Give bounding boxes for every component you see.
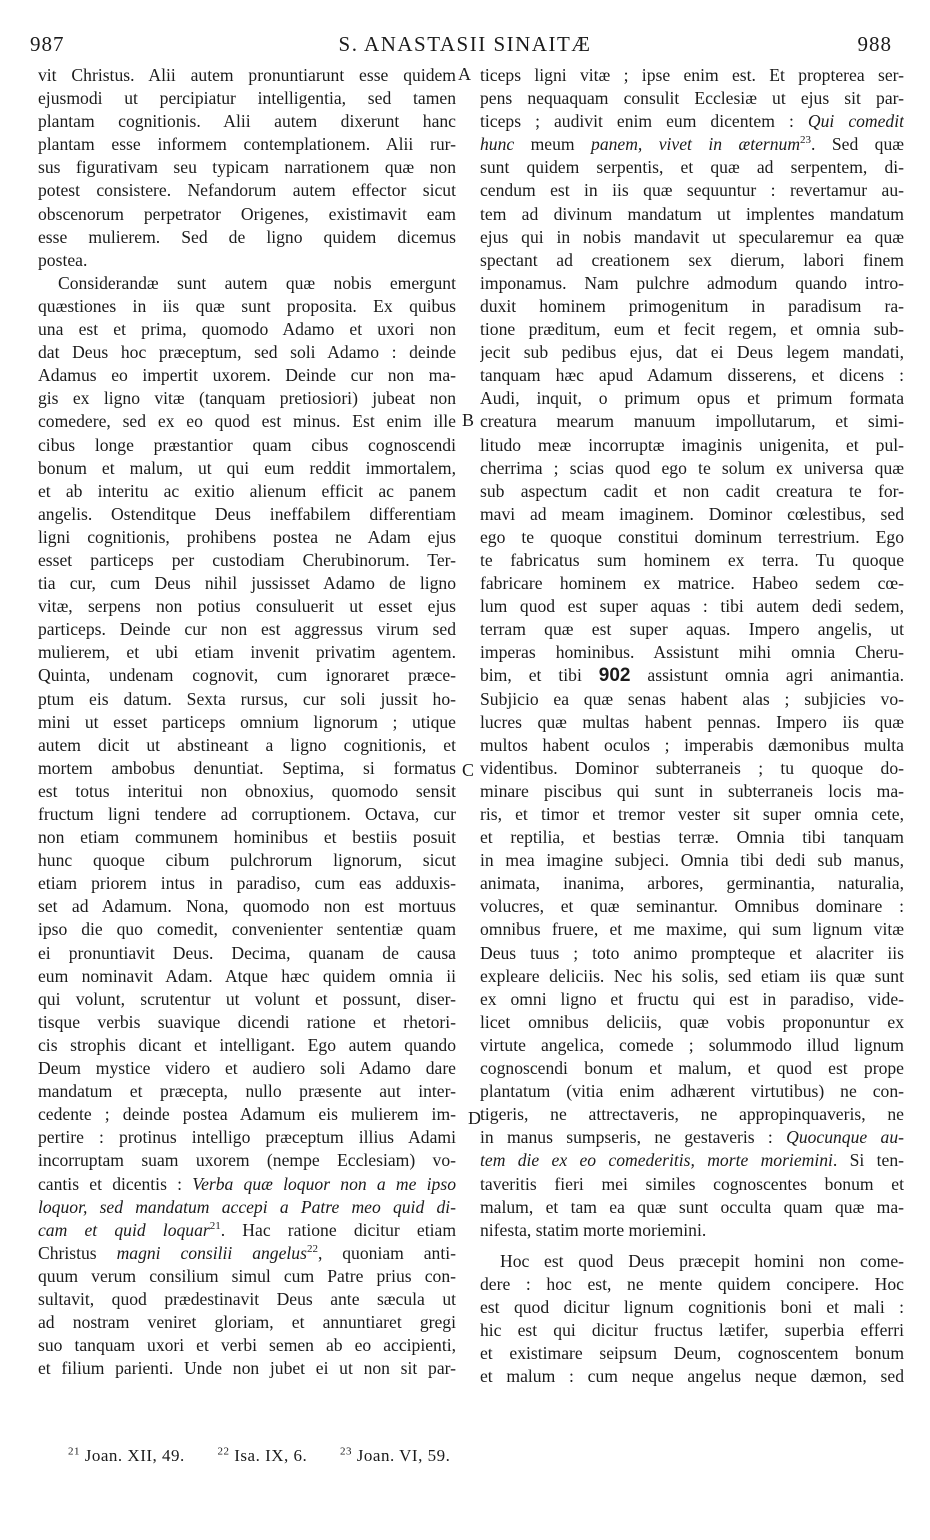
text-line <box>38 1011 456 1034</box>
text-run: litudo meæ incorruptæ imaginis unigenita, et pul- <box>480 434 904 455</box>
text-run: cherrima ; scias quod ego te solum ex universa quæ <box>480 457 904 478</box>
text-line <box>38 757 456 780</box>
text-line <box>38 249 456 272</box>
text-line <box>480 1342 904 1365</box>
text-run: esset particeps per custodiam Cherubinorum. Ter- <box>38 549 456 570</box>
text-run: hunc quoque cibum pulchrorum lignorum, sicut <box>38 850 456 871</box>
text-line <box>38 295 456 318</box>
text-line <box>38 156 456 179</box>
text-line <box>480 872 904 895</box>
text-line <box>38 688 456 711</box>
text-run: minare piscibus qui sunt in subterraneis locis ma- <box>480 780 904 801</box>
text-line <box>38 803 456 826</box>
text-run: mulierem, et ubi etiam invenit privatim agentem. <box>38 642 456 663</box>
text-run: vit Christus. Alii autem pronuntiarunt esse quidem <box>38 65 456 85</box>
text-line <box>38 872 456 895</box>
text-line <box>38 780 456 803</box>
text-line <box>480 480 904 503</box>
text-line <box>480 549 904 572</box>
text-run: spectant ad creationem sex dierum, labori finem <box>480 249 904 270</box>
text-line <box>480 1126 904 1149</box>
text-line <box>480 826 904 849</box>
text-line <box>38 965 456 988</box>
text-line <box>480 249 904 272</box>
text-run: cedente ; deinde postea Adamum eis mulierem im- <box>38 1104 456 1125</box>
text-line <box>480 1250 904 1273</box>
right-column <box>480 64 904 1388</box>
text-run: Hoc est quod Deus præcepit homini non come- <box>500 1250 904 1271</box>
text-run: cibus longe præstantior quam cibus cognoscendi <box>38 434 456 455</box>
text-run: licet omnibus deliciis, quæ vobis proponuntur ex <box>480 1011 904 1032</box>
text-line <box>480 988 904 1011</box>
footnote-ref: 23 <box>800 134 812 147</box>
text-run: omnibus fruere, et me maxime, qui sum lignum vitæ <box>480 919 904 940</box>
text-run: vitæ, serpens non potius consuluerit ut esset ejus <box>38 596 456 617</box>
text-line <box>480 1296 904 1319</box>
text-line <box>480 1173 904 1196</box>
text-line <box>480 711 904 734</box>
text-run: eum nominavit Adam. Atque hæc quidem omnia ii <box>38 965 456 986</box>
text-run: volucres, et quæ seminantur. Omnibus dominare : <box>480 896 904 917</box>
text-line <box>38 1080 456 1103</box>
text-line <box>480 64 904 87</box>
text-line <box>480 156 904 179</box>
text-line <box>38 711 456 734</box>
text-line <box>38 572 456 595</box>
text-run: ticeps ligni vitæ ; ipse enim est. Et propterea ser- <box>480 65 904 85</box>
text-run: Deum mystice videro et audiero soli Adamo dare <box>38 1058 456 1079</box>
text-run: mavi ad meam imaginem. Dominor cœlestibus, sed <box>480 503 904 524</box>
text-run: sultavit, quod prædestinavit Deus ante sæcula ut <box>38 1288 456 1309</box>
text-run: est totus interitui non obnoxius, quomodo sensit <box>38 780 456 801</box>
text-line <box>38 1357 456 1380</box>
text-run: fabricare hominem ex matrice. Habeo sedem cœ- <box>480 573 904 594</box>
text-line <box>38 226 456 249</box>
text-run: Christus <box>38 1242 117 1263</box>
footnote-ref: 21 <box>209 1219 221 1232</box>
text-run: sus figurativam seu typicam narrationem quæ non <box>38 157 456 178</box>
text-run: multos habent oculos ; imperabis dæmonibus multa <box>480 734 904 755</box>
text-run: mortem ambobus denuntiat. Septima, si formatus <box>38 757 456 778</box>
text-run: et ab interitu ac exitio alienum efficit ac panem <box>38 480 456 501</box>
text-run: comedere, sed ex eo quod est minus. Est enim ille <box>38 411 456 432</box>
text-line <box>480 1103 904 1126</box>
text-run: ex omni ligno et fructu qui est in paradiso, vide- <box>480 988 904 1009</box>
text-run: . Hac ratione dicitur etiam <box>220 1219 456 1240</box>
text-run: meum <box>514 134 592 155</box>
text-line <box>38 318 456 341</box>
text-run: et malum : cum neque angelus neque dæmon, sed <box>480 1366 904 1387</box>
text-line <box>480 1080 904 1103</box>
margin-letter-d: D <box>468 1108 481 1128</box>
text-run: ticeps ; audivit enim eum dicentem : <box>480 111 808 132</box>
text-run: Adamus eo impertit uxorem. Deinde cur non ma- <box>38 365 456 386</box>
text-run: tem die ex eo comederitis, morte moriemini <box>480 1150 833 1171</box>
text-run: plantatum (vitia enim adhærent virtutibus) ne con- <box>480 1081 904 1102</box>
text-run: Qui comedit <box>807 111 904 132</box>
text-line <box>38 618 456 641</box>
text-run: imperas hominibus. Assistunt mihi omnia Cheru- <box>480 642 904 663</box>
text-run: cognoscendi bonum et malum, et quod est prope <box>480 1058 904 1079</box>
text-run: ego te quoque constitui dominum terrestrium. Ego <box>480 526 904 547</box>
text-run: et reptilia, et bestias terræ. Omnia tibi tanquam <box>480 827 904 848</box>
text-run: qui volunt, scrutentur ut volunt et possunt, diser- <box>38 988 456 1009</box>
text-line <box>38 364 456 387</box>
text-run: esse mulierem. Sed de ligno quidem dicemus <box>38 226 456 247</box>
text-run: tisque verbis suavique dicendi ratione et rhetori- <box>38 1011 456 1032</box>
text-line <box>480 457 904 480</box>
text-line <box>38 272 456 295</box>
margin-letter-b: B <box>462 410 475 430</box>
text-line <box>38 849 456 872</box>
text-line <box>480 780 904 803</box>
footnote: $^{21}$ Joan. XII, 49. <box>68 1445 185 1465</box>
text-line <box>480 1057 904 1080</box>
text-run: dat Deus hoc præceptum, sed soli Adamo : deinde <box>38 342 456 363</box>
text-line <box>38 734 456 757</box>
text-run: cam et quid loquar <box>38 1219 210 1240</box>
text-line <box>38 1126 456 1149</box>
left-column <box>38 64 456 1380</box>
text-run: videntibus. Dominor subterraneis ; tu quoque do- <box>480 757 904 778</box>
text-line <box>480 918 904 941</box>
text-run: Verba quæ loquor non a me ipso <box>192 1173 456 1194</box>
text-line <box>38 664 456 687</box>
text-line <box>38 549 456 572</box>
text-run: cis strophis dicant et intelligant. Ego autem quando <box>38 1034 456 1055</box>
text-run: tia cur, cum Deus nihil jussisset Adamo de ligno <box>38 573 456 594</box>
text-run: magni consilii angelus <box>116 1242 307 1263</box>
text-line <box>480 1034 904 1057</box>
text-run: imponamus. Nam pulchre admodum quando intro- <box>480 272 904 293</box>
text-run: angelis. Ostenditque Deus ineffabilem differentiam <box>38 503 456 524</box>
text-line <box>38 110 456 133</box>
text-run: obscenorum perpetrator Origenes, existimavit eam <box>38 203 456 224</box>
text-run: ei pronuntiavit Deus. Decima, quanam de causa <box>38 942 456 963</box>
text-line <box>480 1219 904 1242</box>
text-line <box>38 1219 456 1242</box>
text-run: tione præditum, eum et fecit regem, et omnia sub- <box>480 319 904 340</box>
text-line <box>480 364 904 387</box>
margin-letter-c: C <box>462 760 475 780</box>
text-line <box>480 410 904 433</box>
left-page-number: 987 <box>30 32 65 56</box>
text-line <box>38 1173 456 1196</box>
text-line <box>480 272 904 295</box>
text-run: Quinta, undenam cognovit, cum ignoraret præce- <box>38 665 456 686</box>
text-run: in manus sumpseris, ne gestaveris : <box>480 1127 787 1148</box>
text-line <box>480 318 904 341</box>
text-line <box>38 1149 456 1172</box>
footnotes <box>68 1446 478 1466</box>
text-line <box>480 387 904 410</box>
text-run: cendum est in iis quæ sequuntur : revertamur au- <box>480 180 904 201</box>
text-line <box>38 87 456 110</box>
text-run: una est et prima, quomodo Adamo et uxori non <box>38 319 456 340</box>
text-run: expleare deliciis. Nec his solis, sed etiam iis quæ sunt <box>480 965 904 986</box>
text-run: Deus tuus ; toto animo prompteque et alacriter iis <box>480 942 904 963</box>
text-line <box>480 295 904 318</box>
text-run: sub aspectum cadit et non cadit creatura te for- <box>480 480 904 501</box>
text-run: autem dicit ut abstineant a ligno cognitionis, et <box>38 734 456 755</box>
text-run: lum quod est super aquas : tibi autem dedi sedem, <box>480 596 904 617</box>
text-line <box>38 918 456 941</box>
text-run: ad nostram veniret gloriam, et annuntiaret gregi <box>38 1312 456 1333</box>
page-header <box>0 32 930 62</box>
text-line <box>38 526 456 549</box>
text-run: non etiam communem hominibus et bestiis posuit <box>38 827 456 848</box>
text-line <box>480 757 904 780</box>
text-line <box>480 503 904 526</box>
text-line <box>480 688 904 711</box>
text-line <box>38 1196 456 1219</box>
text-line <box>480 641 904 664</box>
text-run: bim, et tibi <box>480 665 599 686</box>
text-run: ligni cognitionis, prohibens postea ne Adam ejus <box>38 526 456 547</box>
text-line <box>480 341 904 364</box>
footnote: $^{23}$ Joan. VI, 59. <box>340 1445 451 1465</box>
text-line <box>480 1196 904 1219</box>
text-run: gis ex ligno vitæ (tanquam pretiosiori) jubeat non <box>38 388 456 409</box>
text-line <box>38 457 456 480</box>
text-line <box>480 110 904 133</box>
text-line <box>480 203 904 226</box>
text-run: loquor, sed mandatum accepi a Patre meo quid di- <box>38 1196 456 1217</box>
text-line <box>480 734 904 757</box>
text-run: quum verum consilium simul cum Patre prius con- <box>38 1265 456 1286</box>
running-title: S. ANASTASII SINAITÆ <box>338 32 592 56</box>
text-line <box>480 664 904 687</box>
text-run: pertire : protinus intelligo præceptum illius Adami <box>38 1127 456 1148</box>
text-run: Audi, inquit, o primum opus et primum formata <box>480 388 904 409</box>
text-line <box>480 1011 904 1034</box>
text-run: duxit hominem primogenitum in paradisum ra- <box>480 295 904 316</box>
text-run: in mea imagine subjeci. Omnia tibi dedi sub manus, <box>480 850 904 871</box>
text-run: ejus qui in nobis mandavit ut specularemur ea quæ <box>480 226 904 247</box>
text-run: , quoniam anti- <box>317 1242 456 1263</box>
text-run: fructum ligni tendere ad corruptionem. Octava, cur <box>38 804 456 824</box>
margin-letter-a: A <box>458 64 471 84</box>
text-run: plantam cognitionis. Alii autem dixerunt hanc <box>38 111 456 132</box>
text-run: incorruptam suam uxorem (nempe Ecclesiam) vo- <box>38 1150 456 1171</box>
text-run: creatura mearum manuum impollutarum, et simi- <box>480 411 904 432</box>
text-run: malum, et tam ea quæ sunt occulta quam quæ ma- <box>480 1196 904 1217</box>
text-line <box>38 410 456 433</box>
text-run: jecit sub pedibus ejus, dat ei Deus legem mandati, <box>480 342 904 363</box>
text-line <box>38 434 456 457</box>
text-line <box>480 595 904 618</box>
text-run: pens nequaquam consulit Ecclesiæ ut ejus sit par- <box>480 88 904 109</box>
text-run: panem, vivet in æternum <box>591 134 801 155</box>
text-run: . Si ten- <box>832 1150 904 1171</box>
text-run: Considerandæ sunt autem quæ nobis emergunt <box>58 272 456 293</box>
text-run: ris, et timor et tremor vester sit super omnia cete, <box>480 804 904 824</box>
text-run: sunt quidem serpentis, et quæ ad serpentem, di- <box>480 157 904 178</box>
text-run: et filium parienti. Unde non jubet ei ut non sit par- <box>38 1358 456 1379</box>
text-run: mini ut esset particeps omnium lignorum ; utique <box>38 711 456 732</box>
text-run: Quocunque au- <box>786 1127 904 1148</box>
text-run: plantam esse informem contemplationem. Alii rur- <box>38 134 456 155</box>
text-line <box>480 1365 904 1388</box>
text-line <box>38 942 456 965</box>
column-number: 902 <box>598 665 631 687</box>
footnote-ref: 22 <box>306 1242 318 1255</box>
text-run: etiam priorem intus in paradiso, cum eas adduxis- <box>38 873 456 894</box>
text-line <box>38 1334 456 1357</box>
text-run: set ad Adamum. Nona, quomodo non est mortuus <box>38 896 456 917</box>
text-line <box>38 64 456 87</box>
text-line <box>38 133 456 156</box>
footnote: $^{22}$ Isa. IX, 6. <box>217 1445 308 1465</box>
text-line <box>38 641 456 664</box>
text-line <box>38 1103 456 1126</box>
text-run: particeps. Deinde cur non est aggressus virum sed <box>38 619 456 640</box>
text-run: nifesta, statim morte moriemini. <box>480 1219 707 1240</box>
text-line <box>480 618 904 641</box>
text-run: potest consistere. Nefandorum autem effector sicut <box>38 180 456 201</box>
text-line <box>38 480 456 503</box>
text-run: tem ad divinum mandatum ut implentes mandatum <box>480 203 904 224</box>
text-line <box>38 387 456 410</box>
text-line <box>38 503 456 526</box>
text-line <box>38 1057 456 1080</box>
text-run: suo tanquam uxori et verbi semen ab eo accipienti, <box>38 1335 456 1356</box>
text-line <box>38 1311 456 1334</box>
text-line <box>480 965 904 988</box>
text-run: et existimare seipsum Deum, cognoscentem bonum <box>480 1343 904 1364</box>
text-run: hic est qui dicitur fructus lætifer, superbia efferri <box>480 1320 904 1341</box>
text-line <box>480 133 904 156</box>
text-run: dere : hoc est, ne mente quidem concipere. Hoc <box>480 1273 904 1294</box>
text-line <box>480 526 904 549</box>
text-line <box>38 1034 456 1057</box>
text-run: mandatum et præcepta, nullo præsente aut inter- <box>38 1081 456 1102</box>
text-line <box>480 1319 904 1342</box>
text-run: quæstiones in iis quæ sunt proposita. Ex quibus <box>38 295 456 316</box>
text-line <box>38 1288 456 1311</box>
text-line <box>38 179 456 202</box>
text-line <box>480 434 904 457</box>
text-run: bonum et malum, ut qui eum reddit immortalem, <box>38 457 456 478</box>
text-line <box>480 87 904 110</box>
text-run: ipso die quo comedit, convenienter sententiæ quam <box>38 919 456 940</box>
text-run: terram quæ est super aquas. Impero angelis, ut <box>480 619 904 640</box>
text-line <box>38 595 456 618</box>
text-line <box>480 849 904 872</box>
text-line <box>38 988 456 1011</box>
text-line <box>480 226 904 249</box>
text-run: lucres quæ multas habent pennas. Impero iis quæ <box>480 711 904 732</box>
text-run: virtute angelica, comede ; solummodo illud lignum <box>480 1034 904 1055</box>
text-line <box>38 341 456 364</box>
text-line <box>480 1149 904 1172</box>
text-run: ejusmodi ut percipiatur intelligentia, sed tamen <box>38 88 456 109</box>
text-line <box>38 203 456 226</box>
text-run: tigeris, ne attrectaveris, ne appropinquaveris, ne <box>480 1104 904 1125</box>
text-line <box>38 1265 456 1288</box>
text-run: assistunt omnia agri animantia. <box>630 665 904 686</box>
text-run: hunc <box>480 134 515 155</box>
text-run: postea. <box>38 249 88 270</box>
right-page-number: 988 <box>857 32 892 56</box>
text-run: animata, inanima, arbores, germinantia, naturalia, <box>480 873 904 894</box>
text-line <box>38 895 456 918</box>
text-line <box>38 1242 456 1265</box>
text-line <box>38 826 456 849</box>
text-line <box>480 572 904 595</box>
text-run: te fabricatus sum hominem ex terra. Tu quoque <box>480 549 904 570</box>
text-line <box>480 942 904 965</box>
text-run: taveritis fieri mei similes cognoscentes bonum et <box>480 1173 904 1194</box>
text-run: tanquam hæc apud Adamum disserens, et dicens : <box>480 365 904 386</box>
text-run: cantis et dicentis : <box>38 1173 193 1194</box>
text-run: . Sed quæ <box>811 134 904 155</box>
text-line <box>480 179 904 202</box>
text-run: Subjicio ea quæ senas habent alas ; subjicies vo- <box>480 688 904 709</box>
text-line <box>480 895 904 918</box>
text-line <box>480 1273 904 1296</box>
text-run: est quod dicitur lignum cognitionis boni et mali : <box>480 1296 904 1317</box>
text-run: ptum eis datum. Sexta rursus, cur soli jussit ho- <box>38 688 456 709</box>
text-line <box>480 803 904 826</box>
